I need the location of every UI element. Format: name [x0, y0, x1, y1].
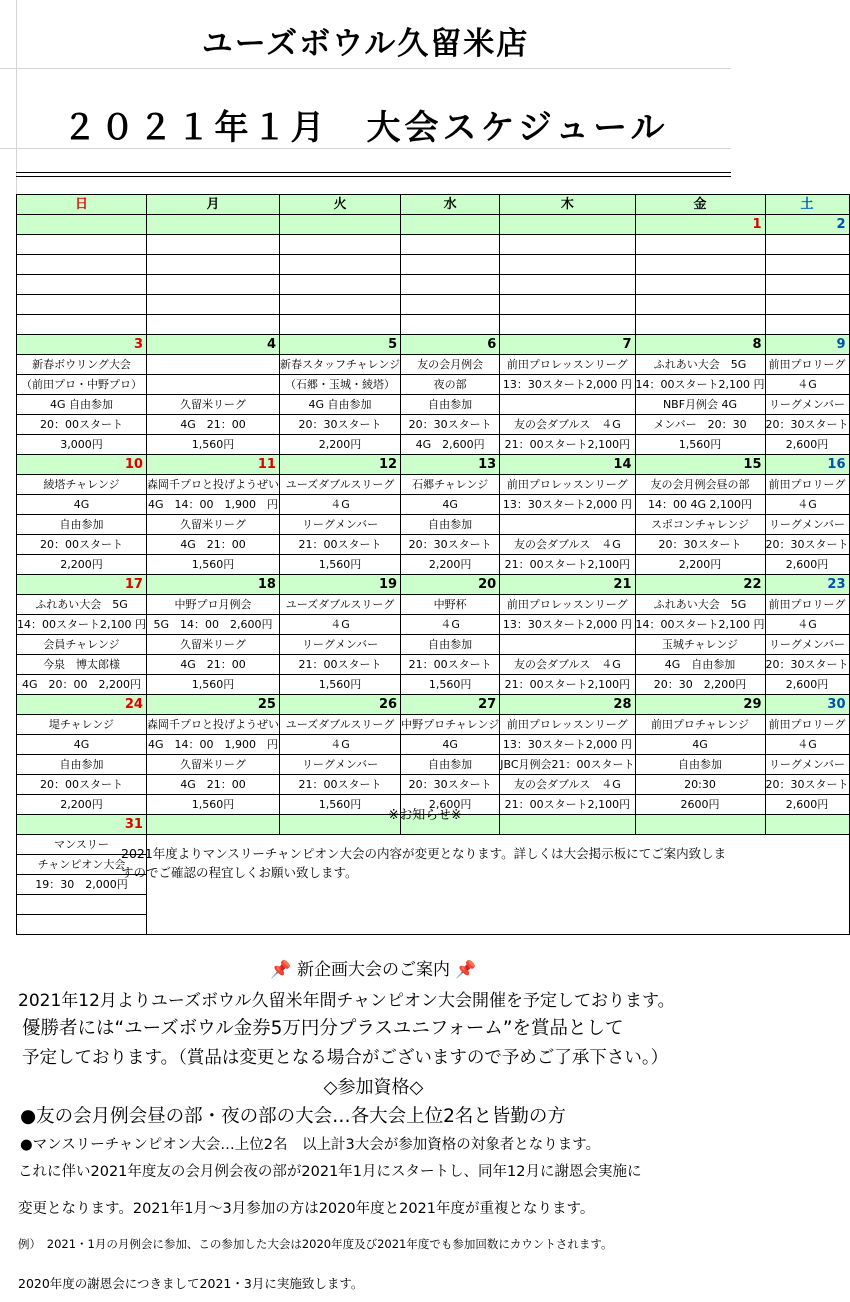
- event-row: [17, 715, 850, 735]
- event-cell: 21：00スタート: [279, 535, 400, 555]
- event-cell: NBF月例会 4G: [635, 395, 765, 415]
- event-cell: 20：00スタート: [17, 535, 147, 555]
- event-row: [17, 435, 850, 455]
- date-row: [17, 455, 850, 475]
- event-cell: [401, 255, 500, 275]
- event-cell: リーグメンバー: [279, 755, 400, 775]
- event-cell: [500, 515, 635, 535]
- date-cell: 8: [635, 335, 765, 355]
- event-cell: 2,200円: [279, 435, 400, 455]
- event-cell: [500, 395, 635, 415]
- date-cell: [500, 215, 635, 235]
- event-cell: 中野プロ月例会: [146, 595, 279, 615]
- date-cell: 24: [17, 695, 147, 715]
- event-cell: 自由参加: [401, 755, 500, 775]
- event-cell: [17, 235, 147, 255]
- event-row: [17, 415, 850, 435]
- event-cell: [146, 375, 279, 395]
- date-cell: 23: [765, 575, 849, 595]
- event-cell: 綾塔チャレンジ: [17, 475, 147, 495]
- date-cell: 31: [17, 815, 147, 835]
- date-cell: 19: [279, 575, 400, 595]
- event-row: [17, 595, 850, 615]
- event-cell: [146, 235, 279, 255]
- date-cell: 21: [500, 575, 635, 595]
- weekday-wed: 水: [401, 195, 500, 215]
- event-cell: 会員チャレンジ: [17, 635, 147, 655]
- event-row: [17, 775, 850, 795]
- event-cell: [146, 315, 279, 335]
- event-cell: [17, 275, 147, 295]
- event-cell: 20：30スタート: [765, 415, 849, 435]
- note-line1: これに伴い2021年度友の会月例会夜の部が2021年1月にスタートし、同年12月に謝恩会実施に: [18, 1164, 642, 1180]
- event-cell: 久留米リーグ: [146, 755, 279, 775]
- final-note: 2020年度の謝恩会につきまして2021・3月に実施致します。: [18, 1276, 364, 1291]
- event-cell: 1,560円: [279, 675, 400, 695]
- weekday-mon: 月: [146, 195, 279, 215]
- date-cell: 13: [401, 455, 500, 475]
- event-cell: 4G 自由参加: [17, 395, 147, 415]
- date-cell: 29: [635, 695, 765, 715]
- event-row: [17, 615, 850, 635]
- event-cell: 20：30スタート: [401, 775, 500, 795]
- event-cell: ユーズダブルスリーグ: [279, 595, 400, 615]
- event-row: [17, 315, 850, 335]
- event-cell: ４G: [279, 615, 400, 635]
- event-row: [17, 735, 850, 755]
- event-cell: リーグメンバー: [765, 755, 849, 775]
- info-heading: 新企画大会のご案内: [297, 960, 450, 980]
- event-cell: ふれあい大会 5G: [635, 595, 765, 615]
- event-cell: 2,600円: [765, 795, 849, 815]
- event-cell: [500, 315, 635, 335]
- weekday-tue: 火: [279, 195, 400, 215]
- weekday-fri: 金: [635, 195, 765, 215]
- schedule-title: ２０２１年１月 大会スケジュール: [62, 108, 669, 148]
- event-cell: 13：30スタート2,000 円: [500, 615, 635, 635]
- event-cell: 2,600円: [765, 555, 849, 575]
- event-cell: ４G: [765, 615, 849, 635]
- pushpin-icon: 📌: [455, 960, 477, 980]
- date-cell: 3: [17, 335, 147, 355]
- gridline: [0, 148, 731, 149]
- event-cell: [279, 275, 400, 295]
- event-cell: 4G 14：00 1,900 円: [146, 735, 279, 755]
- date-cell: 10: [17, 455, 147, 475]
- event-cell: 友の会月例会昼の部: [635, 475, 765, 495]
- event-cell: 13：30スタート2,000 円: [500, 735, 635, 755]
- event-cell: 4G: [635, 735, 765, 755]
- example-line: 例） 2021・1月の月例会に参加、この参加した大会は2020年度及び2021年度でも参加回数にカウントされます。: [18, 1237, 613, 1251]
- header-divider: [16, 172, 731, 177]
- info-line1: 2021年12月よりユーズボウル久留米年間チャンピオン大会開催を予定しております。: [18, 991, 675, 1011]
- event-cell: 2600円: [635, 795, 765, 815]
- event-cell: [500, 635, 635, 655]
- date-cell: 30: [765, 695, 849, 715]
- event-row: [17, 375, 850, 395]
- event-cell: リーグメンバー: [765, 395, 849, 415]
- event-cell: 4G: [401, 735, 500, 755]
- event-cell: 1,560円: [401, 675, 500, 695]
- notice-title: ※お知らせ※: [388, 808, 462, 823]
- event-cell: 堤チャレンジ: [17, 715, 147, 735]
- notice-text: 2021年度よりマンスリーチャンピオン大会の内容が変更となります。詳しくは大会掲示板にてご案内致しますのでご確認の程宜しくお願い致します。: [121, 846, 727, 880]
- event-cell: [279, 315, 400, 335]
- event-cell: [765, 295, 849, 315]
- event-cell: スポコンチャレンジ: [635, 515, 765, 535]
- event-cell: [279, 255, 400, 275]
- event-cell: 14：00スタート2,100 円: [17, 615, 147, 635]
- event-cell: 前田プロリーグ: [765, 475, 849, 495]
- event-cell: 中野プロチャレンジ: [401, 715, 500, 735]
- event-row: [17, 395, 850, 415]
- event-cell: 1,560円: [635, 435, 765, 455]
- event-cell: 2,600円: [765, 435, 849, 455]
- event-cell: [765, 275, 849, 295]
- event-cell: 4G 21：00: [146, 775, 279, 795]
- event-cell: 20：00スタート: [17, 775, 147, 795]
- date-cell: 11: [146, 455, 279, 475]
- event-cell: [635, 295, 765, 315]
- event-cell: 自由参加: [401, 395, 500, 415]
- event-cell: [401, 295, 500, 315]
- event-cell: [500, 235, 635, 255]
- event-cell: 4G 自由参加: [635, 655, 765, 675]
- event-row: [17, 275, 850, 295]
- event-cell: 森岡千プロと投げようぜい: [146, 715, 279, 735]
- event-cell: [146, 295, 279, 315]
- event-cell: [146, 255, 279, 275]
- event-row: [17, 355, 850, 375]
- event-cell: 21：00スタート: [279, 655, 400, 675]
- event-cell: 1,560円: [146, 435, 279, 455]
- event-cell: [401, 235, 500, 255]
- event-cell: 前田プロリーグ: [765, 595, 849, 615]
- event-cell: リーグメンバー: [279, 635, 400, 655]
- event-cell: ４G: [765, 495, 849, 515]
- event-cell: 4G 21：00: [146, 415, 279, 435]
- event-cell: 2,200円: [635, 555, 765, 575]
- event-cell: 友の会ダブルス ４G: [500, 415, 635, 435]
- event-cell: 20：00スタート: [17, 415, 147, 435]
- date-cell: [279, 215, 400, 235]
- event-row: [17, 755, 850, 775]
- event-row: [17, 475, 850, 495]
- event-cell: ４G: [765, 735, 849, 755]
- date-cell: 12: [279, 455, 400, 475]
- event-cell: [765, 235, 849, 255]
- event-row: [17, 555, 850, 575]
- event-cell: リーグメンバー: [765, 635, 849, 655]
- event-cell: 自由参加: [17, 755, 147, 775]
- event-cell: 前田プロリーグ: [765, 355, 849, 375]
- notice-box: [119, 802, 731, 897]
- date-cell: 27: [401, 695, 500, 715]
- date-cell: 15: [635, 455, 765, 475]
- date-cell: 18: [146, 575, 279, 595]
- qualification-line2: ●マンスリーチャンピオン大会…上位2名 以上計3大会が参加資格の対象者となります。: [20, 1137, 601, 1153]
- weekday-header-row: [17, 195, 850, 215]
- event-cell: リーグメンバー: [279, 515, 400, 535]
- event-row: [17, 295, 850, 315]
- event-cell: 4G: [401, 495, 500, 515]
- event-cell: 前田プロチャレンジ: [635, 715, 765, 735]
- event-cell: [17, 255, 147, 275]
- date-cell: [765, 815, 849, 835]
- event-cell: 4G 21：00: [146, 655, 279, 675]
- event-cell: 久留米リーグ: [146, 395, 279, 415]
- event-cell: 久留米リーグ: [146, 515, 279, 535]
- event-cell: [17, 315, 147, 335]
- weekday-thu: 木: [500, 195, 635, 215]
- event-cell: [500, 275, 635, 295]
- date-cell: 22: [635, 575, 765, 595]
- event-cell: メンバー 20：30: [635, 415, 765, 435]
- pushpin-icon: 📌: [270, 960, 292, 980]
- event-row: [17, 535, 850, 555]
- date-cell: 25: [146, 695, 279, 715]
- event-cell: 4G: [17, 735, 147, 755]
- event-row: [17, 635, 850, 655]
- event-cell: 21：00スタート: [279, 775, 400, 795]
- gridline: [0, 68, 731, 69]
- monthly-champion-cell: [17, 895, 147, 915]
- event-cell: 5G 14：00 2,600円: [146, 615, 279, 635]
- event-cell: 玉城チャレンジ: [635, 635, 765, 655]
- event-cell: （前田プロ・中野プロ）: [17, 375, 147, 395]
- event-cell: ４G: [401, 615, 500, 635]
- event-cell: 4G 自由参加: [279, 395, 400, 415]
- event-cell: 20：30スタート: [765, 655, 849, 675]
- note-line2: 変更となります。2021年1月～3月参加の方は2020年度と2021年度が重複となります。: [18, 1201, 595, 1217]
- event-cell: 14：00スタート2,100 円: [635, 615, 765, 635]
- event-cell: 自由参加: [17, 515, 147, 535]
- event-cell: ４G: [279, 495, 400, 515]
- event-cell: 1,560円: [146, 795, 279, 815]
- event-cell: 中野杯: [401, 595, 500, 615]
- event-cell: [500, 295, 635, 315]
- event-cell: 21：00スタート2,100円: [500, 435, 635, 455]
- date-cell: [17, 215, 147, 235]
- event-cell: 1,560円: [146, 675, 279, 695]
- event-cell: [500, 255, 635, 275]
- event-cell: ４G: [765, 375, 849, 395]
- date-cell: 9: [765, 335, 849, 355]
- event-cell: 夜の部: [401, 375, 500, 395]
- event-cell: [146, 275, 279, 295]
- event-cell: 1,560円: [279, 555, 400, 575]
- monthly-champion-cell: マンスリー: [17, 835, 147, 855]
- date-cell: 26: [279, 695, 400, 715]
- weekday-sun: 日: [17, 195, 147, 215]
- event-cell: （石郷・玉城・綾塔）: [279, 375, 400, 395]
- event-cell: 新春ボウリング大会: [17, 355, 147, 375]
- event-cell: 21：00スタート2,100円: [500, 555, 635, 575]
- store-title: ユーズボウル久留米店: [201, 26, 530, 62]
- event-cell: 13：30スタート2,000 円: [500, 495, 635, 515]
- event-cell: 自由参加: [635, 755, 765, 775]
- info-line2: 優勝者には“ユーズボウル金券5万円分プラスユニフォーム”を賞品として: [22, 1018, 624, 1039]
- date-cell: 5: [279, 335, 400, 355]
- event-cell: 2,200円: [17, 795, 147, 815]
- event-cell: [765, 255, 849, 275]
- event-cell: 久留米リーグ: [146, 635, 279, 655]
- date-cell: 7: [500, 335, 635, 355]
- event-cell: 自由参加: [401, 635, 500, 655]
- event-cell: 20：30スタート: [765, 535, 849, 555]
- date-cell: 14: [500, 455, 635, 475]
- event-cell: 今泉 博太郎様: [17, 655, 147, 675]
- event-cell: ユーズダブルスリーグ: [279, 475, 400, 495]
- event-cell: 21：00スタート2,100円: [500, 795, 635, 815]
- date-row: [17, 335, 850, 355]
- monthly-champion-cell: [17, 915, 147, 935]
- event-row: [17, 515, 850, 535]
- event-cell: 石郷チャレンジ: [401, 475, 500, 495]
- event-cell: 2,600円: [401, 795, 500, 815]
- date-cell: 6: [401, 335, 500, 355]
- event-cell: ふれあい大会 5G: [17, 595, 147, 615]
- monthly-champion-cell: 19：30 2,000円: [17, 875, 147, 895]
- event-cell: 森岡千プロと投げようぜい: [146, 475, 279, 495]
- event-cell: 4G 14：00 1,900 円: [146, 495, 279, 515]
- event-cell: 20：30スタート: [635, 535, 765, 555]
- gridline: [16, 0, 17, 195]
- event-row: [17, 675, 850, 695]
- info-line3: 予定しております。（賞品は変更となる場合がございますので予めご了承下さい。）: [22, 1048, 669, 1068]
- event-cell: 4G: [17, 495, 147, 515]
- date-cell: 17: [17, 575, 147, 595]
- event-cell: 14：00 4G 2,100円: [635, 495, 765, 515]
- event-cell: 4G 20：00 2,200円: [17, 675, 147, 695]
- date-row: [17, 215, 850, 235]
- event-cell: 2,600円: [765, 675, 849, 695]
- event-cell: [146, 355, 279, 375]
- event-cell: 友の会月例会: [401, 355, 500, 375]
- event-cell: 20：30スタート: [401, 535, 500, 555]
- date-cell: 20: [401, 575, 500, 595]
- info-heading-row: [16, 955, 731, 980]
- event-cell: 20：30スタート: [279, 415, 400, 435]
- date-row: [17, 695, 850, 715]
- event-row: [17, 655, 850, 675]
- event-cell: 友の会ダブルス ４G: [500, 655, 635, 675]
- event-cell: ユーズダブルスリーグ: [279, 715, 400, 735]
- event-cell: 1,560円: [279, 795, 400, 815]
- event-cell: 友の会ダブルス ４G: [500, 535, 635, 555]
- qualification-line1: ●友の会月例会昼の部・夜の部の大会…各大会上位2名と皆勤の方: [20, 1106, 566, 1127]
- event-cell: 13：30スタート2,000 円: [500, 375, 635, 395]
- event-cell: 20:30: [635, 775, 765, 795]
- event-cell: 4G 2,600円: [401, 435, 500, 455]
- date-cell: 1: [635, 215, 765, 235]
- date-cell: 28: [500, 695, 635, 715]
- event-cell: 2,200円: [17, 555, 147, 575]
- event-cell: 1,560円: [146, 555, 279, 575]
- event-cell: [17, 295, 147, 315]
- event-cell: 自由参加: [401, 515, 500, 535]
- event-cell: [279, 235, 400, 255]
- event-cell: リーグメンバー: [765, 515, 849, 535]
- event-row: [17, 235, 850, 255]
- date-row: [17, 575, 850, 595]
- event-cell: ４G: [279, 735, 400, 755]
- event-cell: 21：00スタート2,100円: [500, 675, 635, 695]
- event-cell: 21：00スタート: [401, 655, 500, 675]
- monthly-champion-cell: チャンピオン大会: [17, 855, 147, 875]
- event-cell: [635, 315, 765, 335]
- event-cell: [635, 255, 765, 275]
- event-cell: [401, 275, 500, 295]
- event-cell: 前田プロレッスンリーグ: [500, 475, 635, 495]
- event-row: [17, 255, 850, 275]
- date-cell: 16: [765, 455, 849, 475]
- event-cell: 3,000円: [17, 435, 147, 455]
- event-cell: 前田プロレッスンリーグ: [500, 715, 635, 735]
- weekday-sat: 土: [765, 195, 849, 215]
- date-cell: 4: [146, 335, 279, 355]
- event-cell: JBC月例会21：00スタート: [500, 755, 635, 775]
- event-cell: 14：00スタート2,100 円: [635, 375, 765, 395]
- event-cell: 新春スタッフチャレンジ: [279, 355, 400, 375]
- event-cell: 20：30 2,200円: [635, 675, 765, 695]
- date-cell: [401, 215, 500, 235]
- event-cell: [765, 315, 849, 335]
- qualification-heading: ◇参加資格◇: [323, 1077, 424, 1098]
- event-cell: ふれあい大会 5G: [635, 355, 765, 375]
- event-cell: [401, 315, 500, 335]
- event-cell: 4G 21：00: [146, 535, 279, 555]
- event-cell: [635, 275, 765, 295]
- date-cell: 2: [765, 215, 849, 235]
- event-cell: [279, 295, 400, 315]
- event-cell: 友の会ダブルス ４G: [500, 775, 635, 795]
- event-cell: 2,200円: [401, 555, 500, 575]
- event-cell: 前田プロレッスンリーグ: [500, 355, 635, 375]
- event-row: [17, 495, 850, 515]
- event-cell: 前田プロリーグ: [765, 715, 849, 735]
- event-cell: [635, 235, 765, 255]
- event-cell: 前田プロレッスンリーグ: [500, 595, 635, 615]
- date-cell: [146, 215, 279, 235]
- event-cell: 20：30スタート: [765, 775, 849, 795]
- event-cell: 20：30スタート: [401, 415, 500, 435]
